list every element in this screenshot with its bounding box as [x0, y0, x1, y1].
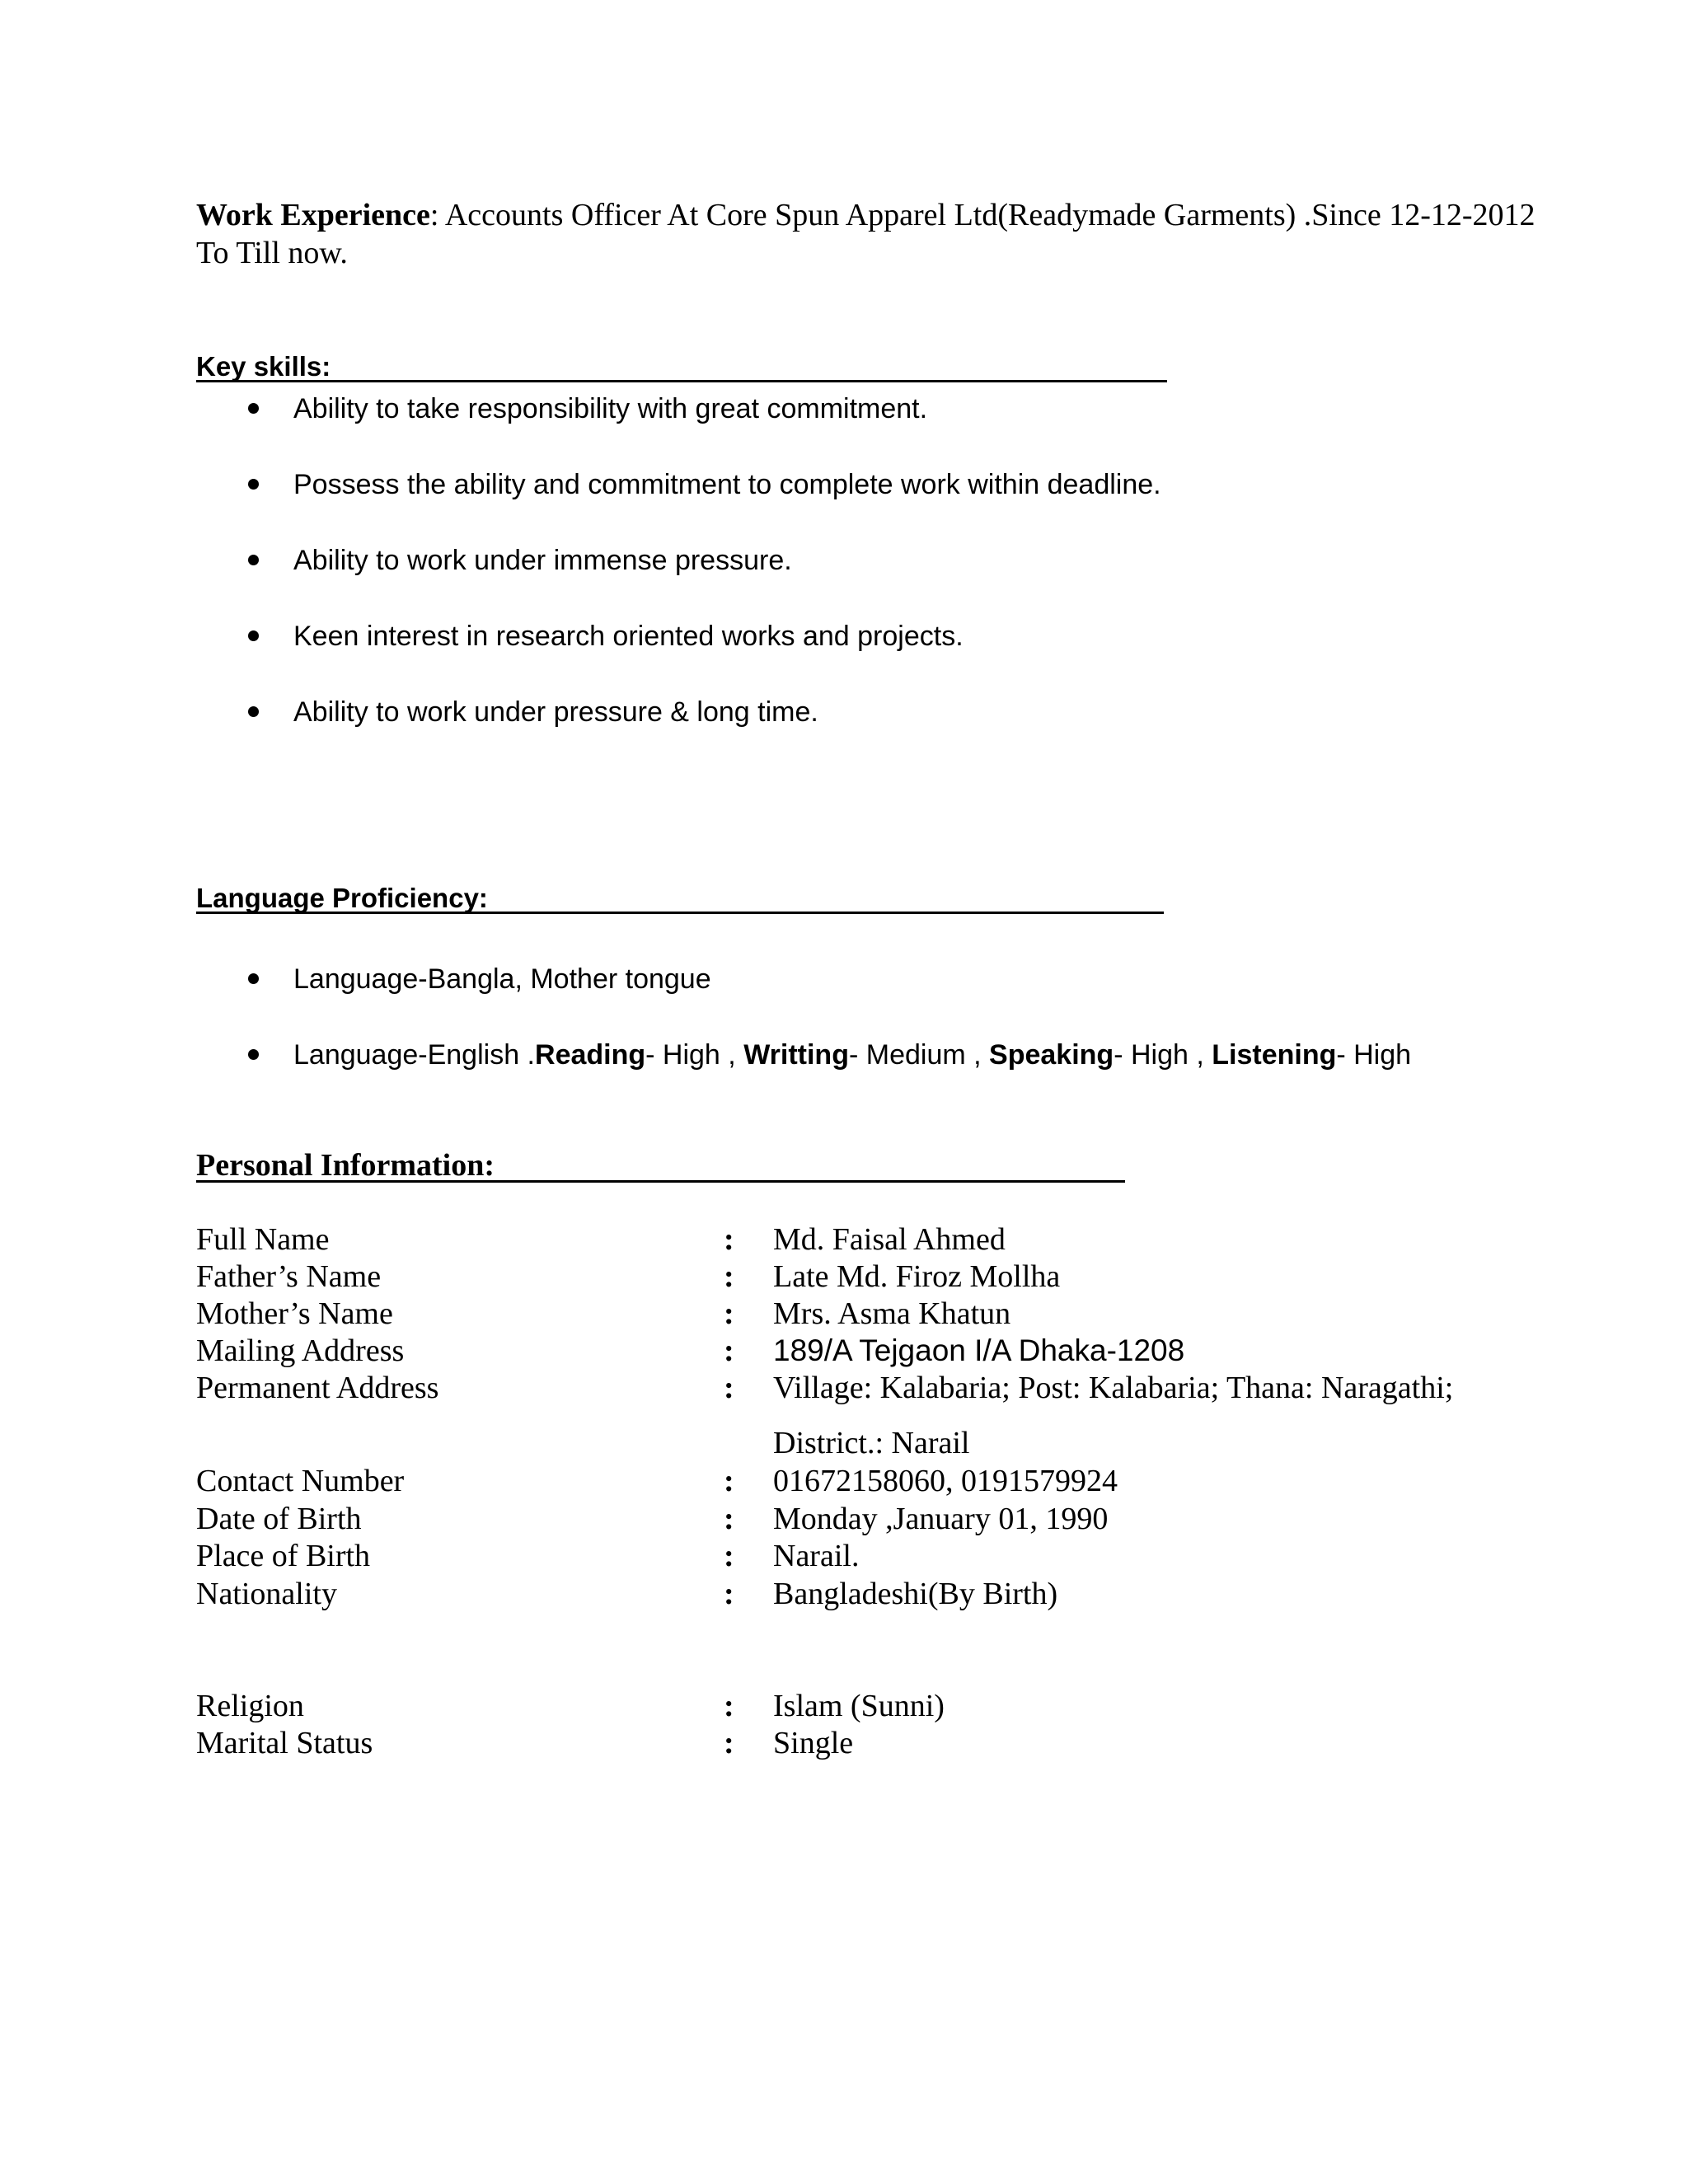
key-skills-heading: [196, 350, 331, 383]
language-proficiency-heading: [196, 882, 488, 915]
bullet-icon: [248, 1049, 259, 1060]
work-experience-text: : Accounts Officer At Core Spun Apparel Ltd(Readymade Garments) .Since 12-12-2012 To Till now.: [196, 198, 1536, 270]
personal-information-heading: Personal Information:: [196, 1148, 495, 1183]
work-experience: [196, 196, 1548, 272]
key-skills-underline: [196, 380, 1167, 382]
language-proficiency-heading-text: Language Proficiency:: [196, 883, 488, 913]
bullet-icon: [248, 973, 259, 984]
language-proficiency-underline: [196, 912, 1164, 914]
bullet-icon: [248, 706, 259, 717]
personal-information-underline: [196, 1180, 1125, 1183]
bullet-icon: [248, 555, 259, 565]
language-english-text: Language-English .Reading- High , Writting- Medium , Speaking- High , Listening- High: [293, 1039, 1412, 1071]
bullet-icon: [248, 479, 259, 490]
bullet-icon: [248, 630, 259, 641]
bullet-icon: [248, 403, 259, 414]
key-skills-heading-text: Key skills:: [196, 351, 331, 382]
work-experience-label: Work Experience: [196, 198, 430, 232]
